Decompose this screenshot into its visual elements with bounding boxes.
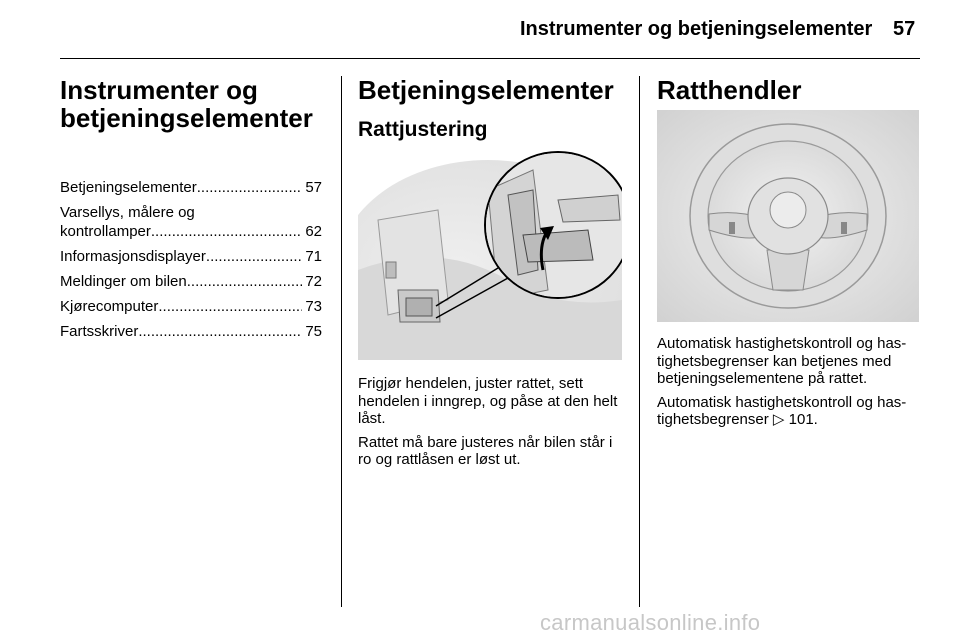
toc-page: 62 <box>305 223 322 240</box>
toc-page: 57 <box>305 179 322 196</box>
paragraph: Rattet må bare justeres når bilen står i ro og rattlåsen er løst ut. <box>358 433 613 468</box>
table-of-contents <box>60 178 322 347</box>
toc-entry[interactable] <box>60 272 322 291</box>
toc-entry[interactable] <box>60 247 322 266</box>
header-rule <box>60 58 920 59</box>
right-body-text <box>657 335 925 435</box>
middle-body-text <box>358 375 628 475</box>
chapter-heading-line1: Instrumenter og <box>60 75 258 105</box>
paragraph-text: Automatisk hastighetskontroll og has- tighetsbegrenser <box>657 393 907 428</box>
column-divider-2 <box>639 76 640 607</box>
paragraph: Frigjør hendelen, juster rattet, sett hendelen i inngrep, og påse at den helt låst. <box>358 375 618 427</box>
toc-page: 71 <box>305 248 322 265</box>
toc-page: 73 <box>305 298 322 315</box>
toc-leader <box>151 222 302 241</box>
column-divider-1 <box>341 76 342 607</box>
section-heading: Betjeningselementer <box>358 75 614 105</box>
toc-entry[interactable] <box>60 322 322 341</box>
toc-leader <box>206 247 302 266</box>
toc-label: Fartsskriver <box>60 323 139 340</box>
toc-label: Kjørecomputer <box>60 298 159 315</box>
toc-page: 72 <box>305 273 322 290</box>
toc-page: 75 <box>305 323 322 340</box>
toc-leader <box>138 322 302 341</box>
chapter-heading <box>60 76 313 132</box>
toc-label: Meldinger om bilen <box>60 273 187 290</box>
watermark: carmanualsonline.info <box>540 610 761 635</box>
paragraph-with-reference <box>657 394 925 429</box>
toc-entry-multiline[interactable] <box>60 203 322 241</box>
toc-label: Betjeningselementer <box>60 179 197 196</box>
toc-entry[interactable] <box>60 178 322 197</box>
toc-entry[interactable] <box>60 297 322 316</box>
page-number: 57 <box>893 18 916 40</box>
steering-adjust-illustration <box>358 150 622 360</box>
toc-leader <box>197 178 303 197</box>
page-reference-link[interactable]: 101. <box>788 411 818 428</box>
page-reference-icon: ▷ <box>772 411 785 428</box>
toc-leader <box>187 272 303 291</box>
toc-label-continued: kontrollamper <box>60 223 151 240</box>
paragraph: Automatisk hastighetskontroll og has- tighetsbegrenser kan betjenes med betjeningselementene på rattet. <box>657 335 907 387</box>
steering-wheel-illustration <box>657 110 919 322</box>
toc-label: Informasjonsdisplayer <box>60 248 206 265</box>
subsection-heading: Rattjustering <box>358 118 488 141</box>
running-header-title: Instrumenter og betjeningselementer <box>520 18 873 40</box>
section-heading: Ratthendler <box>657 75 802 105</box>
toc-label: Varsellys, målere og <box>60 204 195 221</box>
chapter-heading-line2: betjeningselementer <box>60 103 313 133</box>
toc-leader <box>158 297 302 316</box>
